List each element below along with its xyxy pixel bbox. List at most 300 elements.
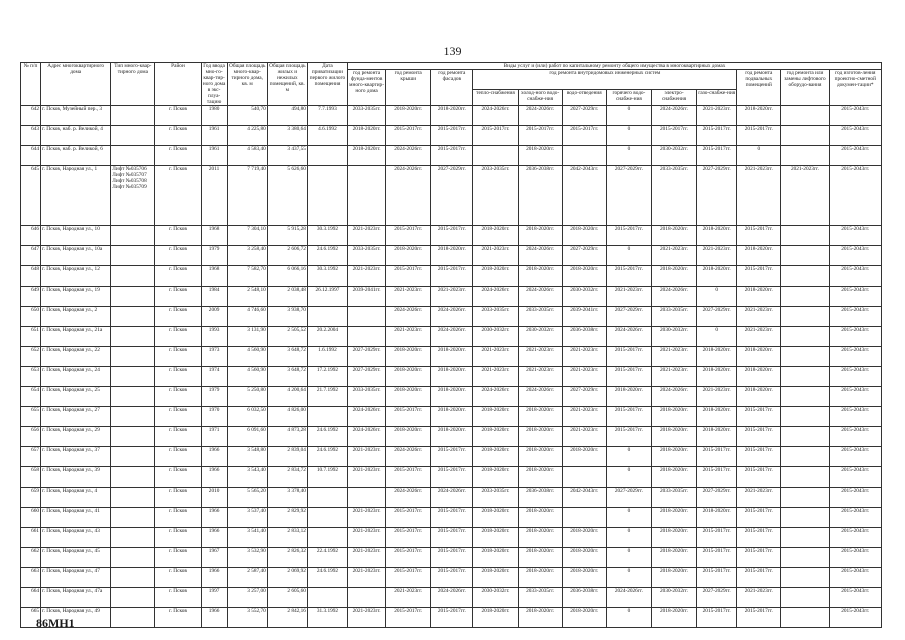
row-basement: 2015-2017гг. — [737, 567, 781, 587]
row-gas: 2018-2020гг. — [697, 266, 737, 286]
row-roof: 2018-2020гг. — [386, 387, 431, 407]
row-cold: 2033-2035гг. — [518, 587, 562, 607]
row-sewer: 2030-2032гг. — [562, 286, 606, 306]
row-type — [111, 366, 155, 386]
row-district: г. Псков — [155, 106, 201, 126]
row-hot: 2015-2017гг. — [606, 366, 651, 386]
table-row — [21, 326, 882, 346]
row-nonres-area: 2 826,32 — [267, 547, 307, 567]
row-number: 653 — [21, 366, 41, 386]
row-heat: 2033-2035гг. — [473, 487, 518, 507]
row-number: 644 — [21, 146, 41, 166]
row-basement: 2018-2020гг. — [737, 246, 781, 266]
row-district: г. Псков — [155, 346, 201, 366]
row-gas: 2027-2029гг. — [697, 487, 737, 507]
row-privat-date: 31.3.1992 — [307, 608, 347, 628]
row-design: 2015-2043гг. — [829, 146, 881, 166]
row-heat: 2018-2020гг. — [473, 266, 518, 286]
row-roof: 2015-2017гг. — [386, 407, 431, 427]
row-total-area: 7 304,10 — [227, 226, 267, 246]
row-gas: 2015-2017гг. — [697, 146, 737, 166]
row-basement: 2015-2017гг. — [737, 427, 781, 447]
row-address: г. Псков, Народная ул., 12 — [41, 266, 111, 286]
header-district: Район — [155, 63, 201, 106]
row-cold: 2018-2020гг. — [518, 447, 562, 467]
row-roof: 2015-2017гг. — [386, 266, 431, 286]
row-total-area: 7 719,40 — [227, 166, 267, 226]
row-heat — [473, 146, 518, 166]
row-number: 659 — [21, 487, 41, 507]
row-district: г. Псков — [155, 447, 201, 467]
row-sewer: 2018-2020гг. — [562, 567, 606, 587]
header-basement: год ремонта подвальных помещений — [737, 70, 781, 106]
row-total-area: 3 131,90 — [227, 326, 267, 346]
row-heat: 2018-2020гг. — [473, 407, 518, 427]
row-nonres-area: 2 834,72 — [267, 467, 307, 487]
row-facade: 2018-2020гг. — [431, 407, 473, 427]
row-district: г. Псков — [155, 427, 201, 447]
row-facade: 2024-2026гг. — [431, 326, 473, 346]
row-facade: 2015-2017гг. — [431, 467, 473, 487]
row-lift — [781, 507, 829, 527]
row-hot: 0 — [606, 146, 651, 166]
row-elec: 2018-2020гг. — [651, 507, 696, 527]
row-gas: 2015-2017гг. — [697, 567, 737, 587]
row-hot: 2015-2017гг. — [606, 427, 651, 447]
row-facade: 2024-2026гг. — [431, 306, 473, 326]
row-district: г. Псков — [155, 567, 201, 587]
row-nonres-area: 2 606,72 — [267, 246, 307, 266]
row-nonres-area: 6 066,16 — [267, 266, 307, 286]
row-cold: 2018-2020гг. — [518, 427, 562, 447]
row-heat: 2021-2023гг. — [473, 346, 518, 366]
row-facade: 2015-2017гг. — [431, 266, 473, 286]
row-district: г. Псков — [155, 326, 201, 346]
row-nonres-area: 3 380,64 — [267, 126, 307, 146]
row-sewer: 2021-2023гг. — [562, 366, 606, 386]
row-design: 2015-2043гг. — [829, 266, 881, 286]
row-address: г. Псков, Музейный пер., 3 — [41, 106, 111, 126]
row-foundation: 2024-2026гг. — [348, 427, 386, 447]
row-basement: 2021-2023гг. — [737, 326, 781, 346]
row-lift — [781, 326, 829, 346]
row-cold: 2018-2020гг. — [518, 547, 562, 567]
row-roof: 2018-2020гг. — [386, 366, 431, 386]
row-sewer: 2018-2020гг. — [562, 608, 606, 628]
row-cold: 2036-2038гг. — [518, 166, 562, 226]
row-roof: 2024-2026гг. — [386, 146, 431, 166]
row-cold: 2033-2035гг. — [518, 306, 562, 326]
row-basement: 0 — [737, 146, 781, 166]
row-total-area: 4 583,40 — [227, 146, 267, 166]
row-lift — [781, 387, 829, 407]
row-design: 2015-2043гг. — [829, 487, 881, 507]
row-foundation: 2033-2035гг. — [348, 387, 386, 407]
row-hot: 2015-2017гг. — [606, 266, 651, 286]
row-heat: 2024-2026гг. — [473, 286, 518, 306]
row-nonres-area: 4 873,28 — [267, 427, 307, 447]
row-address: г. Псков, Народная ул., 22 — [41, 346, 111, 366]
row-heat: 2018-2020гг. — [473, 507, 518, 527]
row-type — [111, 286, 155, 306]
row-heat: 2030-2032гг. — [473, 326, 518, 346]
row-number: 647 — [21, 246, 41, 266]
row-year: 1966 — [201, 447, 227, 467]
row-cold: 2024-2026гг. — [518, 106, 562, 126]
capital-repair-table-wrapper — [20, 62, 882, 628]
row-privat-date: 30.3.1992 — [307, 266, 347, 286]
row-privat-date: 7.7.1993 — [307, 106, 347, 126]
row-gas: 2027-2029гг. — [697, 166, 737, 226]
row-facade: 2015-2017гг. — [431, 146, 473, 166]
row-cold: 2018-2020гг. — [518, 467, 562, 487]
row-number: 662 — [21, 547, 41, 567]
row-cold: 2024-2026гг. — [518, 387, 562, 407]
row-number: 651 — [21, 326, 41, 346]
table-row — [21, 366, 882, 386]
row-total-area: 3 532,90 — [227, 547, 267, 567]
capital-repair-table — [20, 62, 882, 628]
row-total-area: 5 565,20 — [227, 487, 267, 507]
row-cold: 2021-2023гг. — [518, 366, 562, 386]
row-total-area: 3 541,40 — [227, 527, 267, 547]
row-hot: 2027-2029гг. — [606, 166, 651, 226]
row-hot: 2015-2017гг. — [606, 407, 651, 427]
row-hot: 0 — [606, 547, 651, 567]
row-number: 645 — [21, 166, 41, 226]
row-facade: 2018-2020гг. — [431, 246, 473, 266]
row-foundation: 2021-2023гг. — [348, 527, 386, 547]
header-sewer: водо-отведения — [562, 89, 606, 105]
row-gas: 2018-2020гг. — [697, 507, 737, 527]
row-sewer: 2018-2020гг. — [562, 547, 606, 567]
row-sewer: 2027-2029гг. — [562, 106, 606, 126]
row-address: г. Псков, Народная ул., 4 — [41, 487, 111, 507]
row-lift — [781, 146, 829, 166]
row-nonres-area: 2 069,92 — [267, 567, 307, 587]
row-year: 1984 — [201, 286, 227, 306]
row-type — [111, 467, 155, 487]
row-privat-date: 22.4.1992 — [307, 547, 347, 567]
row-foundation — [348, 166, 386, 226]
row-privat-date — [307, 527, 347, 547]
row-hot: 0 — [606, 126, 651, 146]
row-lift — [781, 447, 829, 467]
row-district: г. Псков — [155, 507, 201, 527]
row-privat-date — [307, 587, 347, 607]
row-foundation: 2018-2020гг. — [348, 126, 386, 146]
row-type — [111, 527, 155, 547]
row-facade: 2018-2020гг. — [431, 387, 473, 407]
row-roof: 2015-2017гг. — [386, 507, 431, 527]
row-heat: 2018-2020гг. — [473, 226, 518, 246]
row-type — [111, 487, 155, 507]
row-facade: 2027-2029гг. — [431, 166, 473, 226]
row-design: 2015-2043гг. — [829, 447, 881, 467]
row-elec: 2018-2020гг. — [651, 427, 696, 447]
row-gas: 2018-2020гг. — [697, 427, 737, 447]
row-lift — [781, 286, 829, 306]
row-foundation: 2033-2035гг. — [348, 106, 386, 126]
row-type — [111, 407, 155, 427]
row-number: 661 — [21, 527, 41, 547]
header-gas: газо-снабже-ния — [697, 89, 737, 105]
row-elec: 2018-2020гг. — [651, 527, 696, 547]
row-gas: 2015-2017гг. — [697, 447, 737, 467]
row-cold: 2036-2038гг. — [518, 487, 562, 507]
row-address: г. Псков, Народная ул., 21а — [41, 326, 111, 346]
row-foundation — [348, 306, 386, 326]
row-nonres-area: 2 839,04 — [267, 447, 307, 467]
row-heat: 2018-2020гг. — [473, 527, 518, 547]
row-district: г. Псков — [155, 306, 201, 326]
row-design: 2015-2043гг. — [829, 527, 881, 547]
row-type — [111, 507, 155, 527]
row-elec: 2033-2035гг. — [651, 487, 696, 507]
row-basement: 2015-2017гг. — [737, 126, 781, 146]
row-basement: 2018-2020гг. — [737, 106, 781, 126]
header-design: год изготов-ления проектно-сметной докумен-тации* — [829, 70, 881, 106]
row-total-area: 540,70 — [227, 106, 267, 126]
row-privat-date — [307, 487, 347, 507]
row-lift — [781, 587, 829, 607]
row-year: 1971 — [201, 427, 227, 447]
row-privat-date — [307, 146, 347, 166]
row-design: 2015-2043гг. — [829, 306, 881, 326]
row-elec: 2018-2020гг. — [651, 467, 696, 487]
row-nonres-area: 2 038,48 — [267, 286, 307, 306]
row-lift — [781, 567, 829, 587]
row-elec: 2030-2032гг. — [651, 326, 696, 346]
row-number: 664 — [21, 587, 41, 607]
row-heat: 2018-2020гг. — [473, 547, 518, 567]
row-privat-date — [307, 407, 347, 427]
row-roof: 2024-2026гг. — [386, 306, 431, 326]
row-design: 2015-2043гг. — [829, 106, 881, 126]
footer-code: 86МН1 — [36, 616, 75, 630]
row-total-area: 4 560,90 — [227, 366, 267, 386]
row-district: г. Псков — [155, 407, 201, 427]
row-gas: 2018-2020гг. — [697, 366, 737, 386]
row-roof: 2021-2023гг. — [386, 587, 431, 607]
table-row — [21, 467, 882, 487]
row-cold: 2018-2020гг. — [518, 527, 562, 547]
table-header — [21, 63, 882, 106]
row-foundation: 2021-2023гг. — [348, 266, 386, 286]
row-elec: 2021-2023гг. — [651, 346, 696, 366]
row-basement: 2018-2020гг. — [737, 286, 781, 306]
row-address: г. Псков, Народная ул., 24 — [41, 366, 111, 386]
row-gas: 2021-2023гг. — [697, 106, 737, 126]
row-lift — [781, 487, 829, 507]
row-type: Лифт №035706 Лифт №035707 Лифт №035708 Лифт №035709 — [111, 166, 155, 226]
row-design: 2015-2043гг. — [829, 407, 881, 427]
row-address: г. Псков, Народная ул., 27 — [41, 407, 111, 427]
row-district: г. Псков — [155, 266, 201, 286]
row-type — [111, 226, 155, 246]
row-address: г. Псков, Народная ул., 45 — [41, 547, 111, 567]
row-sewer: 2018-2020гг. — [562, 266, 606, 286]
header-total-area: Общая площадь много-квар-тирного дома, кв. м — [227, 63, 267, 106]
row-basement: 2015-2017гг. — [737, 547, 781, 567]
row-total-area: 3 258,40 — [227, 246, 267, 266]
row-elec: 2021-2023гг. — [651, 366, 696, 386]
row-total-area: 3 537,40 — [227, 507, 267, 527]
row-elec: 2018-2020гг. — [651, 567, 696, 587]
row-lift — [781, 226, 829, 246]
row-gas: 2018-2020гг. — [697, 226, 737, 246]
row-roof: 2018-2020гг. — [386, 106, 431, 126]
row-cold: 2018-2020гг. — [518, 608, 562, 628]
header-lift: год ремонта или замены лифтового оборудо-вания — [781, 70, 829, 106]
row-hot: 2024-2026гг. — [606, 326, 651, 346]
row-nonres-area: 2 829,92 — [267, 507, 307, 527]
row-facade: 2015-2017гг. — [431, 527, 473, 547]
row-district: г. Псков — [155, 146, 201, 166]
table-row — [21, 447, 882, 467]
row-design: 2015-2043гг. — [829, 608, 881, 628]
row-district: г. Псков — [155, 527, 201, 547]
row-year: 1974 — [201, 366, 227, 386]
row-roof: 2015-2017гг. — [386, 527, 431, 547]
row-type — [111, 447, 155, 467]
row-type — [111, 587, 155, 607]
row-roof: 2015-2017гг. — [386, 547, 431, 567]
page-number: 139 — [443, 44, 462, 58]
row-sewer: 2021-2023гг. — [562, 427, 606, 447]
header-privat-date: Дата приватизации первого жилого помещения — [307, 63, 347, 106]
row-privat-date: 24.6.1992 — [307, 246, 347, 266]
row-gas: 2021-2023гг. — [697, 246, 737, 266]
row-hot: 0 — [606, 608, 651, 628]
row-sewer — [562, 146, 606, 166]
row-total-area: 3 257,00 — [227, 587, 267, 607]
row-total-area: 6 032,50 — [227, 407, 267, 427]
row-hot: 2027-2029гг. — [606, 306, 651, 326]
row-roof: 2024-2026гг. — [386, 447, 431, 467]
row-sewer: 2021-2023гг. — [562, 346, 606, 366]
row-gas: 2015-2017гг. — [697, 608, 737, 628]
row-year: 1966 — [201, 567, 227, 587]
row-facade: 2018-2020гг. — [431, 106, 473, 126]
row-sewer: 2042-2043гг. — [562, 166, 606, 226]
table-row — [21, 226, 882, 246]
row-facade: 2018-2020гг. — [431, 427, 473, 447]
row-foundation — [348, 587, 386, 607]
row-total-area: 4 560,90 — [227, 346, 267, 366]
row-year: 1961 — [201, 146, 227, 166]
row-total-area: 3 548,80 — [227, 447, 267, 467]
row-privat-date: 26.12.1997 — [307, 286, 347, 306]
row-design: 2015-2043гг. — [829, 366, 881, 386]
row-year: 1966 — [201, 608, 227, 628]
table-row — [21, 587, 882, 607]
row-heat: 2015-2017гг. — [473, 126, 518, 146]
row-design: 2015-2043гг. — [829, 587, 881, 607]
row-cold: 2018-2020гг. — [518, 567, 562, 587]
row-gas: 2015-2017гг. — [697, 527, 737, 547]
row-elec: 2018-2020гг. — [651, 447, 696, 467]
table-row — [21, 166, 882, 226]
row-roof: 2015-2017гг. — [386, 467, 431, 487]
row-heat: 2033-2035гг. — [473, 166, 518, 226]
row-number: 654 — [21, 387, 41, 407]
row-district: г. Псков — [155, 166, 201, 226]
row-facade: 2015-2017гг. — [431, 447, 473, 467]
row-basement: 2021-2023гг. — [737, 306, 781, 326]
row-privat-date: 30.3.1992 — [307, 226, 347, 246]
row-foundation: 2027-2029гг. — [348, 366, 386, 386]
row-roof: 2018-2020гг. — [386, 427, 431, 447]
row-district: г. Псков — [155, 286, 201, 306]
row-address: г. Псков, Народная ул., 49 — [41, 608, 111, 628]
header-year: Год ввода мно-го-квар-тир-ного дома в экс-плуа-тацию — [202, 63, 226, 105]
row-number: 650 — [21, 306, 41, 326]
row-year: 1970 — [201, 407, 227, 427]
row-privat-date: 10.7.1992 — [307, 467, 347, 487]
row-roof: 2015-2017гг. — [386, 567, 431, 587]
row-year: 1966 — [201, 467, 227, 487]
row-year: 2011 — [201, 166, 227, 226]
row-address: г. Псков, Народная ул., 1 — [41, 166, 111, 226]
row-lift — [781, 306, 829, 326]
row-roof: 2024-2026гг. — [386, 166, 431, 226]
row-heat: 2024-2026гг. — [473, 106, 518, 126]
row-basement: 2015-2017гг. — [737, 407, 781, 427]
row-type — [111, 106, 155, 126]
row-gas: 2021-2023гг. — [697, 387, 737, 407]
row-roof: 2024-2026гг. — [386, 487, 431, 507]
row-basement: 2021-2023гг. — [737, 166, 781, 226]
row-nonres-area: 4 200,64 — [267, 387, 307, 407]
row-elec: 2024-2026гг. — [651, 286, 696, 306]
row-year: 2010 — [201, 487, 227, 507]
row-number: 657 — [21, 447, 41, 467]
row-address: г. Псков, наб. р. Великой, 6 — [41, 146, 111, 166]
row-basement: 2018-2020гг. — [737, 387, 781, 407]
row-roof: 2018-2020гг. — [386, 346, 431, 366]
row-elec: 2018-2020гг. — [651, 407, 696, 427]
row-elec: 2018-2020гг. — [651, 608, 696, 628]
row-type — [111, 306, 155, 326]
row-cold: 2018-2020гг. — [518, 146, 562, 166]
row-facade: 2018-2020гг. — [431, 346, 473, 366]
row-gas: 2018-2020гг. — [697, 346, 737, 366]
header-num: № п/п — [21, 63, 41, 106]
row-facade: 2015-2017гг. — [431, 226, 473, 246]
row-facade: 2018-2020гг. — [431, 366, 473, 386]
row-address: г. Псков, наб. р. Великой, 4 — [41, 126, 111, 146]
row-foundation: 2021-2023гг. — [348, 447, 386, 467]
row-elec: 2033-2035гг. — [651, 306, 696, 326]
table-row — [21, 146, 882, 166]
row-number: 665 — [21, 608, 41, 628]
table-row — [21, 286, 882, 306]
row-lift — [781, 547, 829, 567]
row-foundation: 2021-2023гг. — [348, 226, 386, 246]
row-lift — [781, 366, 829, 386]
row-total-area: 2 587,40 — [227, 567, 267, 587]
table-row — [21, 407, 882, 427]
row-sewer: 2039-2041гг. — [562, 306, 606, 326]
row-foundation: 2021-2023гг. — [348, 467, 386, 487]
row-heat: 2030-2032гг. — [473, 587, 518, 607]
row-privat-date — [307, 306, 347, 326]
row-district: г. Псков — [155, 587, 201, 607]
row-nonres-area: 3 938,70 — [267, 306, 307, 326]
row-cold: 2018-2020гг. — [518, 507, 562, 527]
row-lift — [781, 346, 829, 366]
